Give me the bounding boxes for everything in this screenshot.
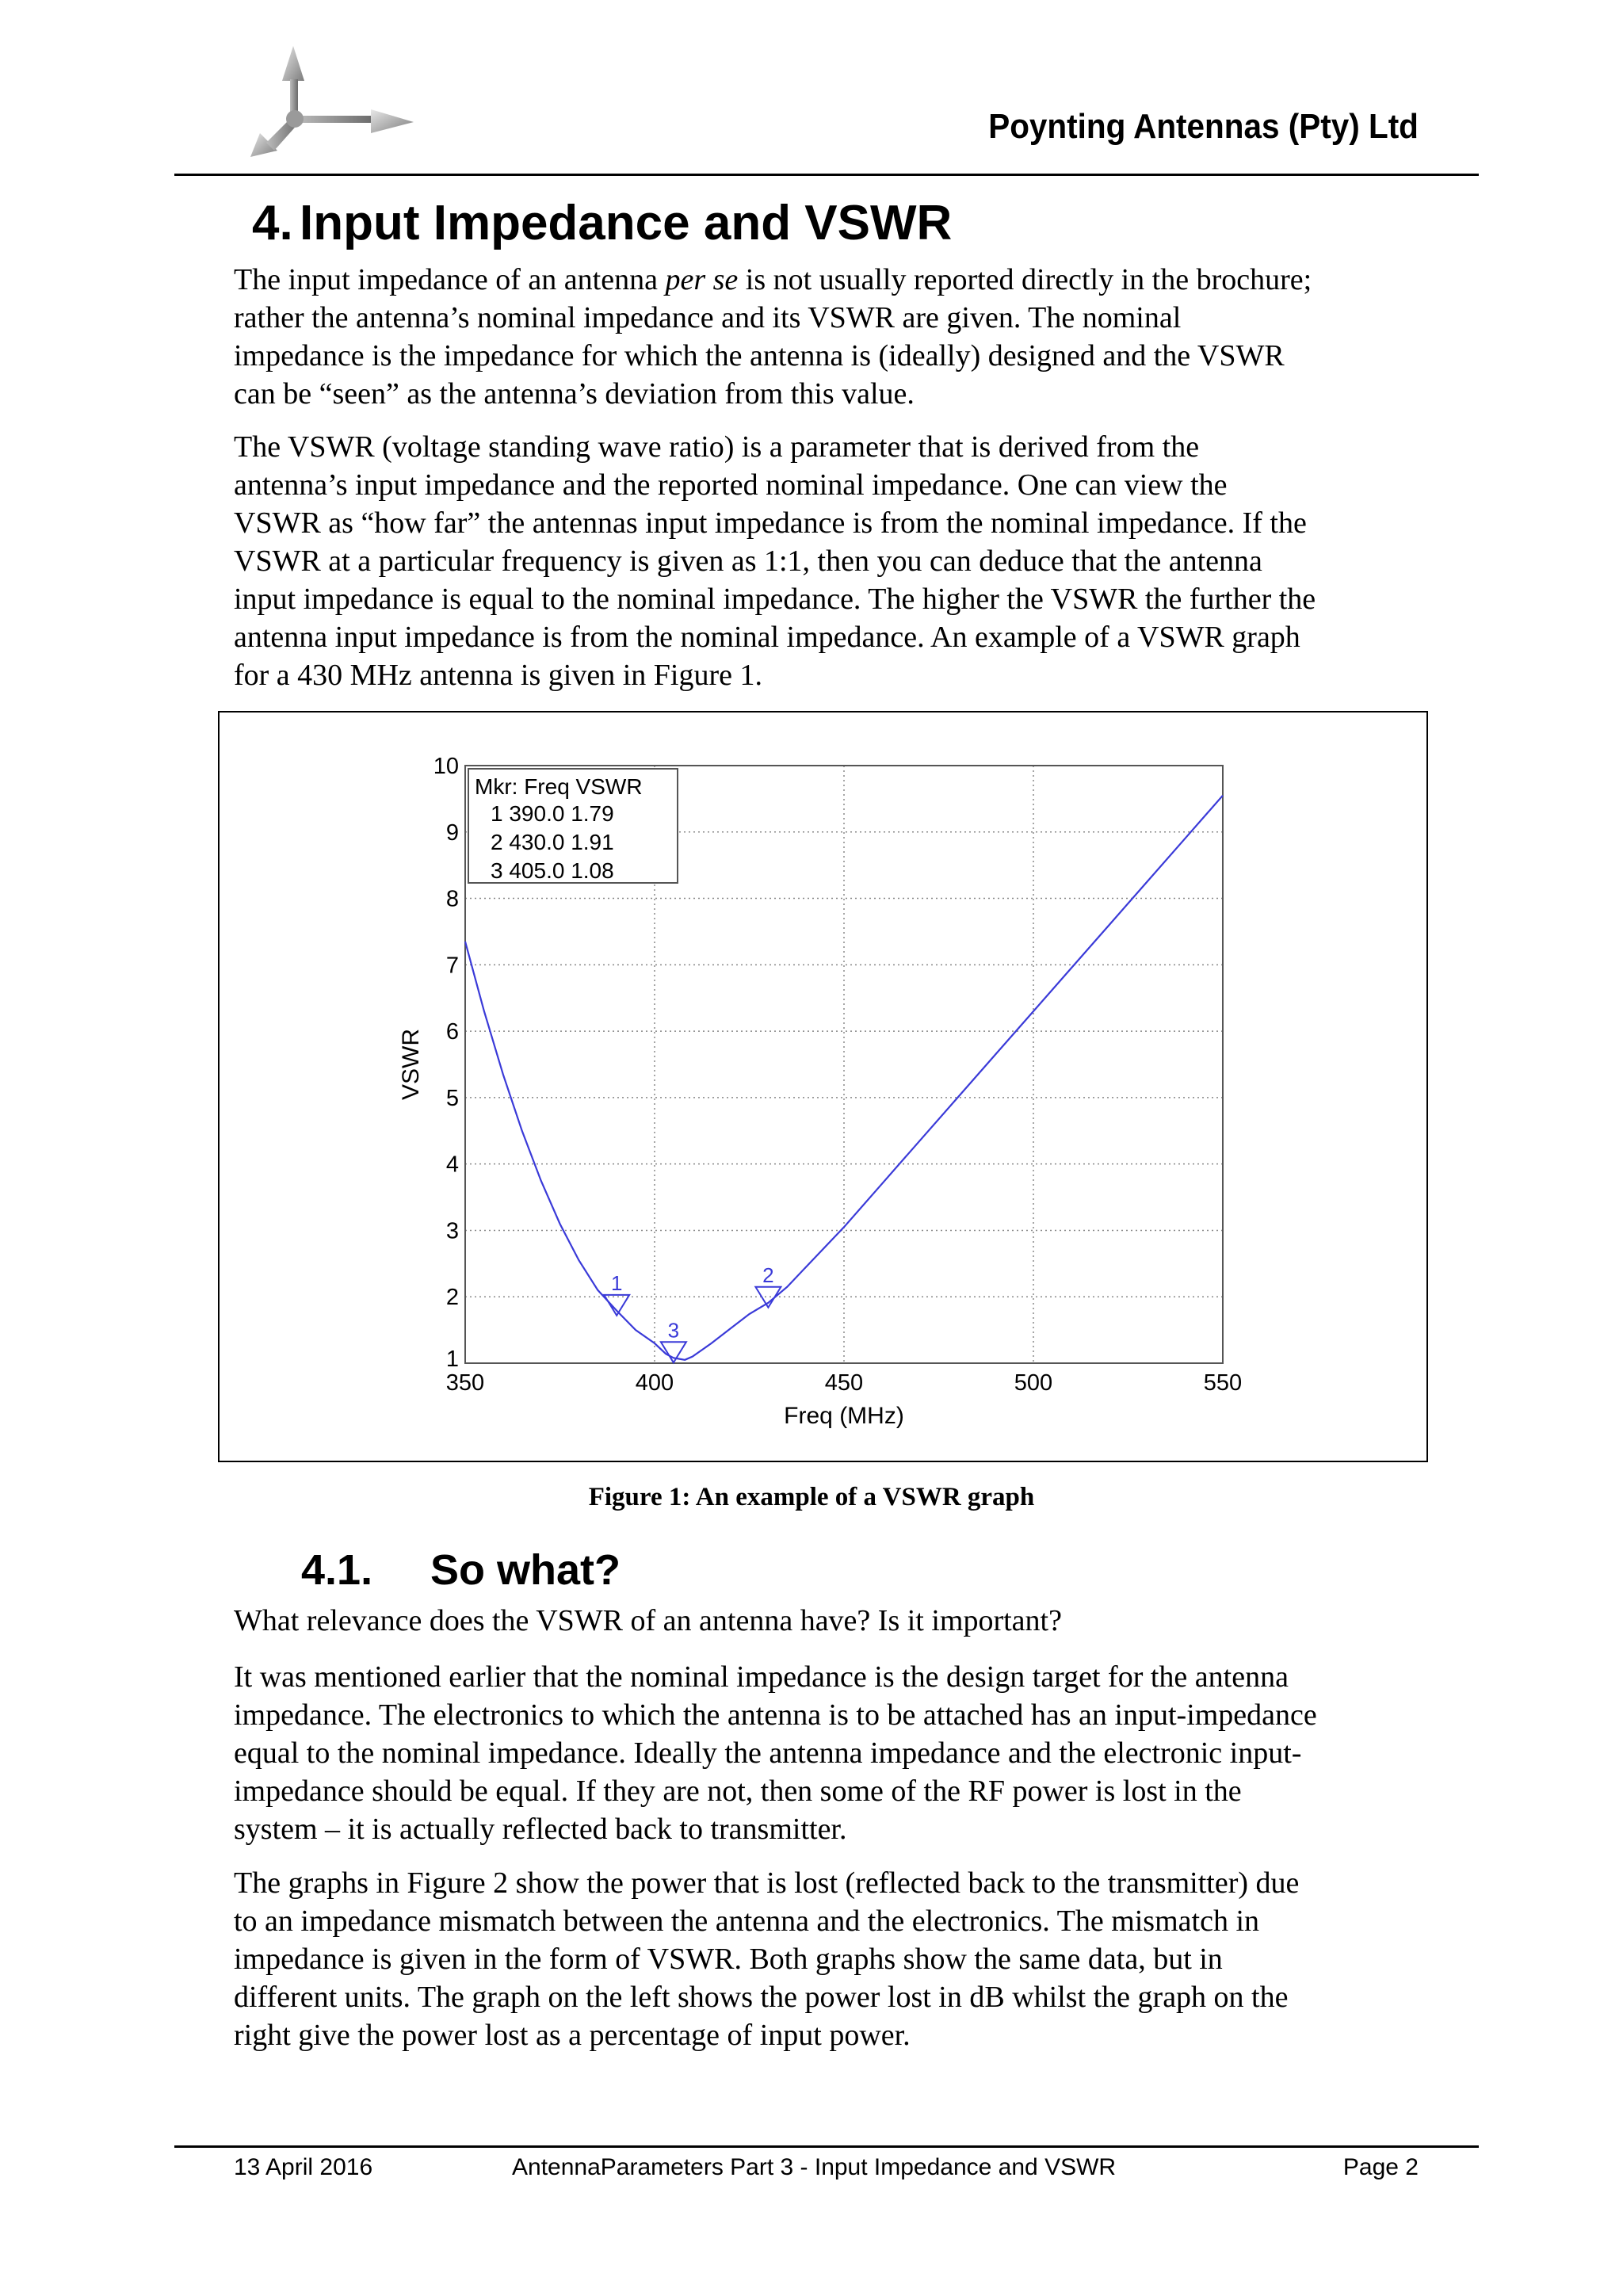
y-tick-label: 2 [445,1285,459,1311]
legend-row: 2 430.0 1.91 [491,830,614,854]
company-logo [238,40,416,165]
figure-caption: Figure 1: An example of a VSWR graph [588,1483,1035,1511]
subsection-number: 4.1. [301,1546,373,1594]
paragraph-line: different units. The graph on the left shows the power lost in dB whilst the graph on the [234,1981,1289,2014]
x-tick-label: 550 [1203,1370,1243,1396]
subsection-heading [301,1545,621,1595]
marker-triangle [604,1295,629,1316]
paragraph-line: system – it is actually reflected back to transmitter. [234,1813,847,1846]
legend-row: 3 405.0 1.08 [491,858,614,883]
legend-header: Mkr: Freq VSWR [475,774,643,799]
paragraph-line: impedance is the impedance for which the antenna is (ideally) designed and the VSWR [234,339,1285,372]
paragraph-line: It was mentioned earlier that the nominal impedance is the design target for the antenna [234,1660,1289,1694]
y-tick-label: 5 [445,1085,459,1111]
paragraph-2 [234,428,1423,694]
paragraph-line: What relevance does the VSWR of an antenna have? Is it important? [234,1604,1062,1637]
paragraph-line: impedance is given in the form of VSWR. Both graphs show the same data, but in [234,1943,1223,1976]
y-tick-label: 1 [445,1347,459,1372]
y-axis-label: VSWR [398,1029,424,1100]
paragraph-4 [234,1658,1423,1848]
paragraph-line [234,261,1423,299]
paragraph-line: VSWR as “how far” the antennas input impedance is from the nominal impedance. If the [234,506,1307,540]
marker-label: 3 [667,1318,680,1343]
paragraph-line: for a 430 MHz antenna is given in Figure 1. [234,659,762,692]
section-title: Input Impedance and VSWR [300,196,953,250]
y-tick-label: 3 [445,1218,459,1244]
footer-date: 13 April 2016 [234,2154,373,2180]
y-tick-label: 8 [445,886,459,912]
footer-rule [174,2145,1479,2148]
paragraph-line: equal to the nominal impedance. Ideally the antenna impedance and the electronic input- [234,1736,1302,1770]
subsection-title: So what? [430,1546,621,1594]
section-heading [252,195,952,251]
y-tick-label: 4 [445,1152,459,1178]
paragraph-1 [234,261,1423,413]
paragraph-line: impedance should be equal. If they are not, then some of the RF power is lost in the [234,1775,1242,1808]
y-tick-label: 9 [445,819,459,846]
section-number: 4. [252,196,293,250]
header-rule [174,174,1479,176]
paragraph-line: VSWR at a particular frequency is given as 1:1, then you can deduce that the antenna [234,544,1262,578]
paragraph-line: can be “seen” as the antenna’s deviation from this value. [234,377,915,411]
x-tick-label: 450 [824,1370,864,1396]
paragraph-line: antenna’s input impedance and the reported nominal impedance. One can view the [234,468,1228,502]
text-span: is not usually reported directly in the brochure; [738,263,1312,296]
y-tick-label: 10 [433,754,459,779]
paragraph-line: to an impedance mismatch between the antenna and the electronics. The mismatch in [234,1904,1260,1938]
paragraph-line: The VSWR (voltage standing wave ratio) is a parameter that is derived from the [234,430,1200,464]
footer-document-title: AntennaParameters Part 3 - Input Impedance and VSWR [512,2154,1117,2180]
paragraph-5 [234,1864,1423,2054]
marker-label: 2 [762,1263,774,1287]
company-name: Poynting Antennas (Pty) Ltd [988,107,1419,146]
y-tick-label: 7 [445,953,459,979]
y-tick-label: 6 [445,1019,459,1045]
paragraph-line: impedance. The electronics to which the antenna is to be attached has an input-impedance [234,1698,1317,1732]
paragraph-line: right give the power lost as a percentage of input power. [234,2019,911,2052]
paragraph-line: input impedance is equal to the nominal impedance. The higher the VSWR the further the [234,583,1316,616]
paragraph-3 [234,1602,1423,1640]
x-axis-label: Freq (MHz) [784,1403,904,1429]
x-tick-label: 400 [635,1370,674,1396]
x-tick-label: 350 [445,1370,485,1396]
footer-page-number: Page 2 [1342,2154,1419,2180]
marker-label: 1 [610,1270,623,1295]
emphasis-text: per se [665,263,739,296]
paragraph-line: rather the antenna’s nominal impedance and its VSWR are given. The nominal [234,301,1182,334]
paragraph-line: The graphs in Figure 2 show the power that is lost (reflected back to the transmitter) due [234,1866,1300,1900]
text-span: The input impedance of an antenna [234,263,666,296]
x-tick-label: 500 [1014,1370,1053,1396]
vswr-chart [218,711,1428,1462]
paragraph-line: antenna input impedance is from the nominal impedance. An example of a VSWR graph [234,621,1300,654]
marker-triangle [755,1287,781,1308]
legend-row: 1 390.0 1.79 [491,801,614,826]
